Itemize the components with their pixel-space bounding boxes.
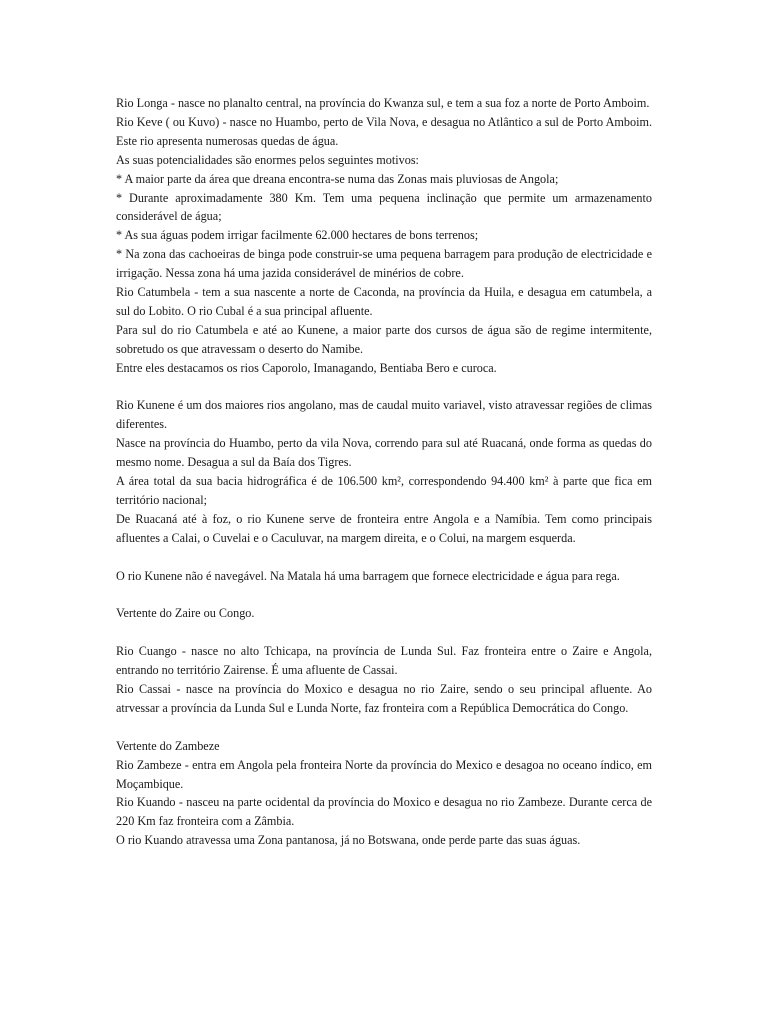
blank-line <box>116 623 652 642</box>
section-heading: Vertente do Zaire ou Congo. <box>116 606 255 621</box>
paragraph: O rio Kuando atravessa uma Zona pantanosa, já no Botswana, onde perde parte das suas águas. <box>116 833 581 848</box>
paragraph: Rio Kunene é um dos maiores rios angolano, mas de caudal muito variavel, visto atravessar regiões de climas diferentes. <box>116 398 652 432</box>
bullet-item: * As sua águas podem irrigar facilmente 62.000 hectares de bons terrenos; <box>116 228 479 243</box>
paragraph: A área total da sua bacia hidrográfica é de 106.500 km², correspondendo 94.400 km² à parte que fica em território nacional; <box>116 474 652 508</box>
paragraph: Rio Longa - nasce no planalto central, na província do Kwanza sul, e tem a sua foz a norte de Porto Amboim. <box>116 96 650 110</box>
blank-line <box>116 378 652 397</box>
bullet-item: * A maior parte da área que dreana encontra-se numa das Zonas mais pluviosas de Angola; <box>116 171 559 186</box>
paragraph: Entre eles destacamos os rios Caporolo, Imanagando, Bentiaba Bero e curoca. <box>116 360 497 375</box>
section-heading: Vertente do Zambeze <box>116 738 220 753</box>
blank-line <box>116 548 652 567</box>
bullet-item: * Durante aproximadamente 380 Km. Tem uma pequena inclinação que permite um armazenamento considerável de água; <box>116 190 652 224</box>
paragraph: As suas potencialidades são enormes pelos seguintes motivos: <box>116 152 419 167</box>
blank-line <box>116 718 652 737</box>
paragraph: Rio Cuango - nasce no alto Tchicapa, na província de Lunda Sul. Faz fronteira entre o Zaire e Angola, entrando no território Zairense. É uma afluente de Cassai. <box>116 644 652 678</box>
paragraph: Para sul do rio Catumbela e até ao Kunene, a maior parte dos cursos de água são de regime intermitente, sobretudo os que atravessam o deserto do Namibe. <box>116 322 652 356</box>
paragraph: Rio Keve ( ou Kuvo) - nasce no Huambo, perto de Vila Nova, e desagua no Atlântico a sul de Porto Amboim. Este rio apresenta numerosas quedas de água. <box>116 114 652 148</box>
paragraph: Rio Catumbela - tem a sua nascente a norte de Caconda, na província da Huila, e desagua em catumbela, a sul do Lobito. O rio Cubal é a sua principal afluente. <box>116 285 652 318</box>
paragraph: De Ruacaná até à foz, o rio Kunene serve de fronteira entre Angola e a Namíbia. Tem como principais afluentes a Calai, o Cuvelai e o Caculuvar, na margem direita, e o Colui, na margem esquerda. <box>116 511 652 545</box>
paragraph: Rio Cassai - nasce na província do Moxico e desagua no rio Zaire, sendo o seu principal afluente. Ao atrvessar a província da Lunda Sul e Lunda Norte, faz fronteira com a República Democrática do Congo. <box>116 682 652 715</box>
paragraph: Nasce na província do Huambo, perto da vila Nova, correndo para sul até Ruacaná, onde forma as quedas do mesmo nome. Desagua a sul da Baía dos Tigres. <box>116 436 652 470</box>
document-body <box>116 94 652 850</box>
blank-line <box>116 586 652 605</box>
bullet-item: * Na zona das cachoeiras de binga pode construir-se uma pequena barragem para produção de electricidade e irrigação. Nessa zona há uma jazida considerável de minérios de cobre. <box>116 247 652 281</box>
paragraph: Rio Kuando - nasceu na parte ocidental da província do Moxico e desagua no rio Zambeze. Durante cerca de 220 Km faz fronteira com a Zâmbia. <box>116 795 652 829</box>
paragraph: O rio Kunene não é navegável. Na Matala há uma barragem que fornece electricidade e água para rega. <box>116 568 620 583</box>
paragraph: Rio Zambeze - entra em Angola pela fronteira Norte da província do Mexico e desagoa no oceano índico, em Moçambique. <box>116 757 652 791</box>
